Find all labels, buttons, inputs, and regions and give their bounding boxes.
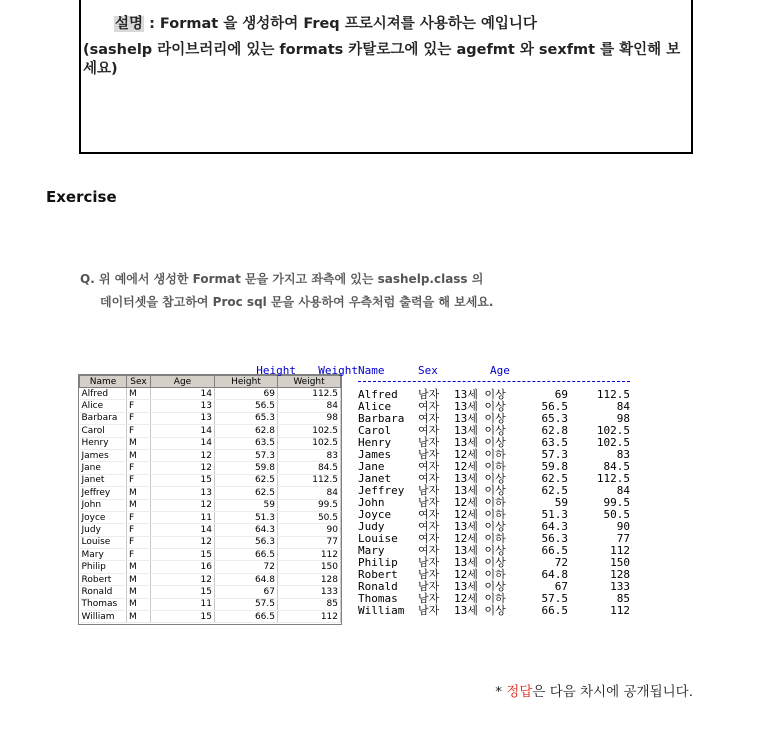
output-weight: 84 <box>616 400 630 413</box>
cell-height: 62.5 <box>215 487 278 499</box>
cell-weight: 102.5 <box>278 425 341 437</box>
output-age-group: 12세 이하 <box>454 532 506 545</box>
output-sex: 여자 <box>418 544 440 557</box>
table-row <box>80 449 341 461</box>
sashelp-class-table <box>79 375 341 623</box>
cell-sex: F <box>127 425 151 437</box>
output-weight: 128 <box>610 568 630 581</box>
cell-age: 15 <box>151 549 215 561</box>
output-sex: 여자 <box>418 400 440 413</box>
column-header-name: Name <box>80 376 127 388</box>
output-age-group: 13세 이상 <box>454 412 506 425</box>
output-name: Judy <box>358 520 385 533</box>
column-header-weight: Weight <box>278 376 341 388</box>
cell-name: Carol <box>80 425 127 437</box>
description-heading-text: : Format 을 생성하여 Freq 프로시져를 사용하는 예입니다 <box>144 16 537 32</box>
output-age-group: 12세 이하 <box>454 508 506 521</box>
cell-name: Janet <box>80 474 127 486</box>
cell-weight: 133 <box>278 586 341 598</box>
table-row <box>80 388 341 400</box>
output-name: James <box>358 448 392 461</box>
output-height: 66.5 <box>541 544 568 557</box>
output-sex: 남자 <box>418 604 440 617</box>
output-height: 57.5 <box>541 592 568 605</box>
cell-weight: 85 <box>278 598 341 610</box>
output-name: Louise <box>358 532 398 545</box>
cell-sex: F <box>127 549 151 561</box>
description-box <box>79 0 693 154</box>
output-age-group: 13세 이상 <box>454 556 506 569</box>
cell-height: 63.5 <box>215 437 278 449</box>
output-height: 66.5 <box>541 604 568 617</box>
cell-height: 57.3 <box>215 449 278 461</box>
cell-age: 12 <box>151 573 215 585</box>
table-row <box>80 536 341 548</box>
output-row <box>358 605 630 617</box>
answer-notice <box>495 680 693 700</box>
output-name: Carol <box>358 424 392 437</box>
cell-weight: 90 <box>278 524 341 536</box>
output-name: Barbara <box>358 412 405 425</box>
table-row <box>80 611 341 623</box>
output-header-height: Height <box>256 364 296 377</box>
cell-weight: 84.5 <box>278 462 341 474</box>
output-weight: 77 <box>616 532 630 545</box>
cell-weight: 112 <box>278 549 341 561</box>
cell-weight: 77 <box>278 536 341 548</box>
output-name: Jane <box>358 460 385 473</box>
cell-age: 14 <box>151 524 215 536</box>
cell-height: 62.8 <box>215 425 278 437</box>
output-height: 56.3 <box>541 532 568 545</box>
cell-name: Alfred <box>80 388 127 400</box>
output-age-group: 12세 이하 <box>454 496 506 509</box>
answer-notice-highlight: 정답 <box>506 684 533 700</box>
output-height: 63.5 <box>541 436 568 449</box>
output-header-age: Age <box>490 364 510 377</box>
output-sex: 여자 <box>418 532 440 545</box>
output-weight: 84 <box>616 484 630 497</box>
table-header-row <box>80 376 341 388</box>
output-height: 56.5 <box>541 400 568 413</box>
question <box>80 268 493 314</box>
output-name: Ronald <box>358 580 398 593</box>
output-height: 62.5 <box>541 472 568 485</box>
output-name: Robert <box>358 568 398 581</box>
output-age-group: 13세 이상 <box>454 604 506 617</box>
output-name: Alfred <box>358 388 398 401</box>
answer-notice-text: 은 다음 차시에 공개됩니다. <box>532 684 693 700</box>
output-height: 62.8 <box>541 424 568 437</box>
output-height: 62.5 <box>541 484 568 497</box>
cell-name: Jeffrey <box>80 487 127 499</box>
cell-name: Henry <box>80 437 127 449</box>
output-sex: 남자 <box>418 388 440 401</box>
output-sex: 여자 <box>418 460 440 473</box>
output-age-group: 13세 이상 <box>454 520 506 533</box>
output-sex: 남자 <box>418 556 440 569</box>
cell-name: Thomas <box>80 598 127 610</box>
cell-age: 15 <box>151 474 215 486</box>
cell-age: 14 <box>151 388 215 400</box>
cell-weight: 98 <box>278 412 341 424</box>
output-header-sex: Sex <box>418 364 438 377</box>
description-detail: (sashelp 라이브러리에 있는 formats 카탈로그에 있는 agefmt 와 sexfmt 를 확인해 보세요) <box>83 42 681 77</box>
cell-height: 67 <box>215 586 278 598</box>
cell-weight: 102.5 <box>278 437 341 449</box>
cell-height: 66.5 <box>215 549 278 561</box>
output-age-group: 13세 이상 <box>454 484 506 497</box>
cell-weight: 99.5 <box>278 499 341 511</box>
output-weight: 102.5 <box>596 424 630 437</box>
cell-weight: 112.5 <box>278 388 341 400</box>
answer-notice-prefix: * <box>495 684 507 700</box>
output-rows <box>358 389 630 617</box>
cell-age: 11 <box>151 598 215 610</box>
output-sex: 남자 <box>418 592 440 605</box>
output-sex: 남자 <box>418 436 440 449</box>
output-height: 69 <box>554 388 568 401</box>
cell-height: 69 <box>215 388 278 400</box>
table-row <box>80 487 341 499</box>
output-weight: 90 <box>616 520 630 533</box>
cell-name: Judy <box>80 524 127 536</box>
table-row <box>80 573 341 585</box>
cell-age: 13 <box>151 487 215 499</box>
output-age-group: 13세 이상 <box>454 580 506 593</box>
output-age-group: 13세 이상 <box>454 472 506 485</box>
cell-age: 16 <box>151 561 215 573</box>
cell-weight: 50.5 <box>278 511 341 523</box>
question-line-2: 데이터셋을 참고하여 Proc sql 문을 사용하여 우측처럼 출력을 해 보세요. <box>100 295 494 309</box>
output-name: Henry <box>358 436 392 449</box>
cell-age: 13 <box>151 400 215 412</box>
description-label: 설명 <box>115 16 144 32</box>
output-age-group: 12세 이하 <box>454 592 506 605</box>
cell-name: William <box>80 611 127 623</box>
column-header-sex: Sex <box>127 376 151 388</box>
cell-age: 14 <box>151 425 215 437</box>
output-name: Alice <box>358 400 392 413</box>
cell-height: 64.8 <box>215 573 278 585</box>
cell-sex: M <box>127 561 151 573</box>
cell-sex: F <box>127 412 151 424</box>
cell-weight: 84 <box>278 487 341 499</box>
output-height: 64.3 <box>541 520 568 533</box>
output-weight: 84.5 <box>603 460 630 473</box>
table-row <box>80 437 341 449</box>
output-age-group: 13세 이상 <box>454 388 506 401</box>
cell-name: Jane <box>80 462 127 474</box>
cell-height: 65.3 <box>215 412 278 424</box>
cell-height: 66.5 <box>215 611 278 623</box>
cell-height: 59.8 <box>215 462 278 474</box>
table-row <box>80 474 341 486</box>
output-age-group: 12세 이하 <box>454 448 506 461</box>
cell-height: 51.3 <box>215 511 278 523</box>
table-row <box>80 511 341 523</box>
cell-sex: M <box>127 586 151 598</box>
cell-weight: 150 <box>278 561 341 573</box>
output-age-group: 12세 이하 <box>454 460 506 473</box>
output-weight: 112.5 <box>596 388 630 401</box>
table-body <box>80 388 341 623</box>
output-name: Jeffrey <box>358 484 405 497</box>
cell-age: 13 <box>151 412 215 424</box>
cell-name: Louise <box>80 536 127 548</box>
output-sex: 여자 <box>418 424 440 437</box>
output-weight: 133 <box>610 580 630 593</box>
output-sex: 남자 <box>418 484 440 497</box>
output-height: 59.8 <box>541 460 568 473</box>
output-name: Philip <box>358 556 398 569</box>
cell-sex: M <box>127 611 151 623</box>
table-row <box>80 561 341 573</box>
table-row <box>80 598 341 610</box>
cell-name: James <box>80 449 127 461</box>
cell-sex: M <box>127 388 151 400</box>
output-age-group: 13세 이상 <box>454 400 506 413</box>
cell-name: Philip <box>80 561 127 573</box>
cell-sex: M <box>127 499 151 511</box>
question-line-1: Q. 위 예에서 생성한 Format 문을 가지고 좌측에 있는 sashelp.class 의 <box>80 272 484 286</box>
table-row <box>80 549 341 561</box>
cell-weight: 112.5 <box>278 474 341 486</box>
cell-height: 64.3 <box>215 524 278 536</box>
cell-age: 12 <box>151 449 215 461</box>
output-weight: 102.5 <box>596 436 630 449</box>
output-header-weight: Weight <box>318 364 358 377</box>
cell-sex: M <box>127 573 151 585</box>
cell-name: Barbara <box>80 412 127 424</box>
output-height: 64.8 <box>541 568 568 581</box>
output-sex: 여자 <box>418 412 440 425</box>
cell-name: Alice <box>80 400 127 412</box>
output-age-group: 13세 이상 <box>454 436 506 449</box>
cell-height: 59 <box>215 499 278 511</box>
cell-height: 72 <box>215 561 278 573</box>
cell-age: 14 <box>151 437 215 449</box>
output-height: 57.3 <box>541 448 568 461</box>
output-name: Thomas <box>358 592 398 605</box>
cell-sex: M <box>127 437 151 449</box>
cell-age: 12 <box>151 462 215 474</box>
cell-age: 12 <box>151 536 215 548</box>
output-height: 51.3 <box>541 508 568 521</box>
output-weight: 150 <box>610 556 630 569</box>
exercise-title: Exercise <box>46 188 117 206</box>
output-header-name: Name <box>358 364 385 377</box>
cell-height: 57.5 <box>215 598 278 610</box>
cell-sex: F <box>127 474 151 486</box>
cell-age: 15 <box>151 586 215 598</box>
cell-sex: F <box>127 462 151 474</box>
description-heading <box>114 12 537 33</box>
table-row <box>80 412 341 424</box>
table-row <box>80 425 341 437</box>
cell-name: Robert <box>80 573 127 585</box>
output-height: 65.3 <box>541 412 568 425</box>
table-row <box>80 462 341 474</box>
output-age-group: 13세 이상 <box>454 424 506 437</box>
output-sex: 남자 <box>418 568 440 581</box>
output-sex: 여자 <box>418 520 440 533</box>
cell-sex: M <box>127 598 151 610</box>
cell-weight: 83 <box>278 449 341 461</box>
cell-sex: F <box>127 524 151 536</box>
cell-name: Joyce <box>80 511 127 523</box>
cell-sex: F <box>127 536 151 548</box>
cell-sex: M <box>127 487 151 499</box>
cell-name: Ronald <box>80 586 127 598</box>
cell-height: 56.3 <box>215 536 278 548</box>
output-sex: 여자 <box>418 472 440 485</box>
output-weight: 99.5 <box>603 496 630 509</box>
output-age-group: 13세 이상 <box>454 544 506 557</box>
output-age-group: 12세 이하 <box>454 568 506 581</box>
output-name: William <box>358 604 405 617</box>
cell-age: 15 <box>151 611 215 623</box>
cell-age: 11 <box>151 511 215 523</box>
table-row <box>80 400 341 412</box>
output-name: Mary <box>358 544 385 557</box>
output-weight: 112 <box>610 604 630 617</box>
output-separator <box>358 381 630 382</box>
table-row <box>80 524 341 536</box>
output-name: Joyce <box>358 508 392 521</box>
output-height: 72 <box>554 556 568 569</box>
output-weight: 112 <box>610 544 630 557</box>
cell-sex: F <box>127 511 151 523</box>
cell-name: Mary <box>80 549 127 561</box>
output-weight: 112.5 <box>596 472 630 485</box>
cell-sex: F <box>127 400 151 412</box>
output-height: 67 <box>554 580 568 593</box>
output-name: Janet <box>358 472 392 485</box>
output-sex: 남자 <box>418 580 440 593</box>
output-weight: 85 <box>616 592 630 605</box>
cell-height: 56.5 <box>215 400 278 412</box>
column-header-age: Age <box>151 376 215 388</box>
column-header-height: Height <box>215 376 278 388</box>
cell-weight: 128 <box>278 573 341 585</box>
output-sex: 남자 <box>418 496 440 509</box>
output-weight: 98 <box>616 412 630 425</box>
table-row <box>80 586 341 598</box>
output-sex: 여자 <box>418 508 440 521</box>
cell-age: 12 <box>151 499 215 511</box>
table-row <box>80 499 341 511</box>
cell-sex: M <box>127 449 151 461</box>
cell-weight: 84 <box>278 400 341 412</box>
output-name: John <box>358 496 385 509</box>
output-weight: 50.5 <box>603 508 630 521</box>
output-height: 59 <box>554 496 568 509</box>
cell-name: John <box>80 499 127 511</box>
cell-height: 62.5 <box>215 474 278 486</box>
output-weight: 83 <box>616 448 630 461</box>
cell-weight: 112 <box>278 611 341 623</box>
output-sex: 남자 <box>418 448 440 461</box>
